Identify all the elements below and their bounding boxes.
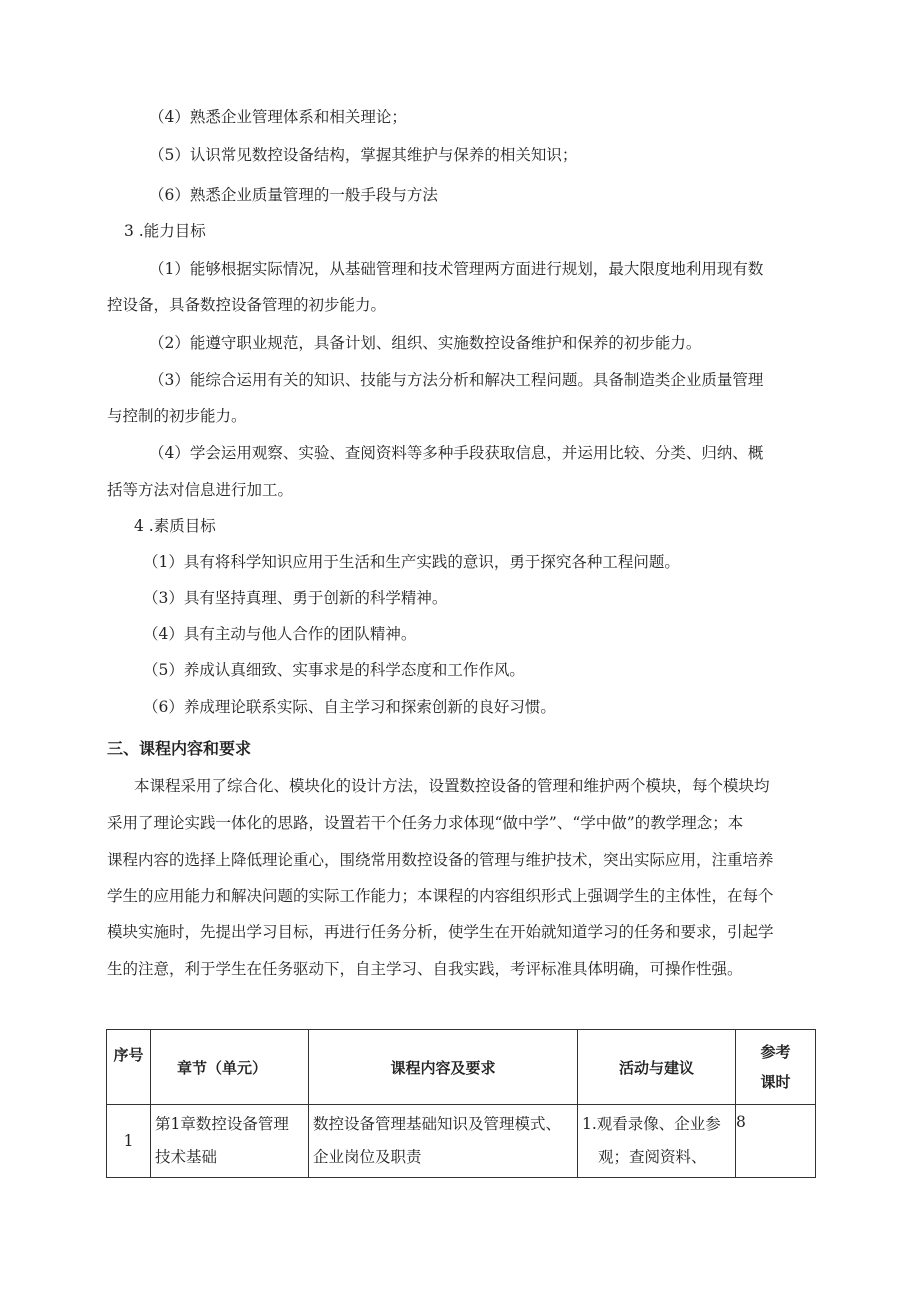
section-3-paragraph-line: 模块实施时，先提出学习目标，再进行任务分析，使学生在开始就知道学习的任务和要求，引起学: [107, 923, 774, 941]
row-chapter: 第1章数控设备管理技术基础: [151, 1105, 309, 1178]
quality-title: 4 .素质目标: [134, 517, 216, 535]
quality-item-4: （4）具有主动与他人合作的团队精神。: [143, 625, 417, 643]
ability-line-4: （3）能综合运用有关的知识、技能与方法分析和解决工程问题。具备制造类企业质量管理: [149, 371, 764, 389]
header-hours-line1: 参考: [760, 1043, 791, 1061]
course-content-table: [106, 1029, 816, 1178]
table-row: [107, 1105, 816, 1178]
ability-line-6: （4）学会运用观察、实验、查阅资料等多种手段获取信息，并运用比较、分类、归纳、概: [149, 444, 764, 462]
ability-line-7: 括等方法对信息进行加工。: [107, 481, 294, 499]
quality-item-5: （5）养成认真细致、实事求是的科学态度和工作作风。: [143, 661, 525, 679]
quality-item-3: （3）具有坚持真理、勇于创新的科学精神。: [143, 589, 448, 607]
ability-line-3: （2）能遵守职业规范，具备计划、组织、实施数控设备维护和保养的初步能力。: [149, 334, 702, 352]
section-3-paragraph-line: 课程内容的选择上降低理论重心，围绕常用数控设备的管理与维护技术，突出实际应用，注重培养: [107, 851, 774, 869]
knowledge-item-6: （6）熟悉企业质量管理的一般手段与方法: [149, 186, 438, 204]
header-chapter: 章节（单元）: [151, 1030, 309, 1105]
ability-line-1: （1）能够根据实际情况，从基础管理和技术管理两方面进行规划，最大限度地利用现有数: [149, 260, 764, 278]
section-3-paragraph-line: 采用了理论实践一体化的思路，设置若干个任务力求体现“做中学”、“学中做”的教学理念；本: [107, 814, 744, 832]
header-activity: 活动与建议: [578, 1030, 736, 1105]
ability-line-5: 与控制的初步能力。: [107, 407, 247, 425]
section-3-paragraph-line: 本课程采用了综合化、模块化的设计方法，设置数控设备的管理和维护两个模块，每个模块均: [134, 777, 770, 795]
header-hours-line2: 课时: [760, 1073, 791, 1091]
quality-item-1: （1）具有将科学知识应用于生活和生产实践的意识，勇于探究各种工程问题。: [143, 553, 680, 571]
header-content: 课程内容及要求: [309, 1030, 578, 1105]
section-3-paragraph-line: 学生的应用能力和解决问题的实际工作能力；本课程的内容组织形式上强调学生的主体性，在每个: [107, 887, 774, 905]
section-3-paragraph-line: 生的注意，利于学生在任务驱动下，自主学习、自我实践，考评标准具体明确，可操作性强。: [107, 960, 743, 978]
section-3-heading: 三、课程内容和要求: [107, 739, 252, 758]
knowledge-item-4: （4）熟悉企业管理体系和相关理论；: [149, 108, 407, 126]
knowledge-item-5: （5）认识常见数控设备结构，掌握其维护与保养的相关知识；: [149, 146, 578, 164]
ability-line-2: 控设备，具备数控设备管理的初步能力。: [107, 296, 387, 314]
row-hours: 8: [736, 1105, 816, 1178]
ability-title: 3 .能力目标: [124, 222, 206, 240]
row-content: 数控设备管理基础知识及管理模式、企业岗位及职责: [309, 1105, 578, 1178]
quality-item-6: （6）养成理论联系实际、自主学习和探索创新的良好习惯。: [143, 698, 556, 716]
row-activity: 1.观看录像、企业参观；查阅资料、: [578, 1105, 736, 1178]
header-hours: [736, 1030, 816, 1105]
row-seq: 1: [107, 1105, 151, 1178]
table-header-row: [107, 1030, 816, 1105]
header-seq: 序号: [107, 1030, 151, 1105]
